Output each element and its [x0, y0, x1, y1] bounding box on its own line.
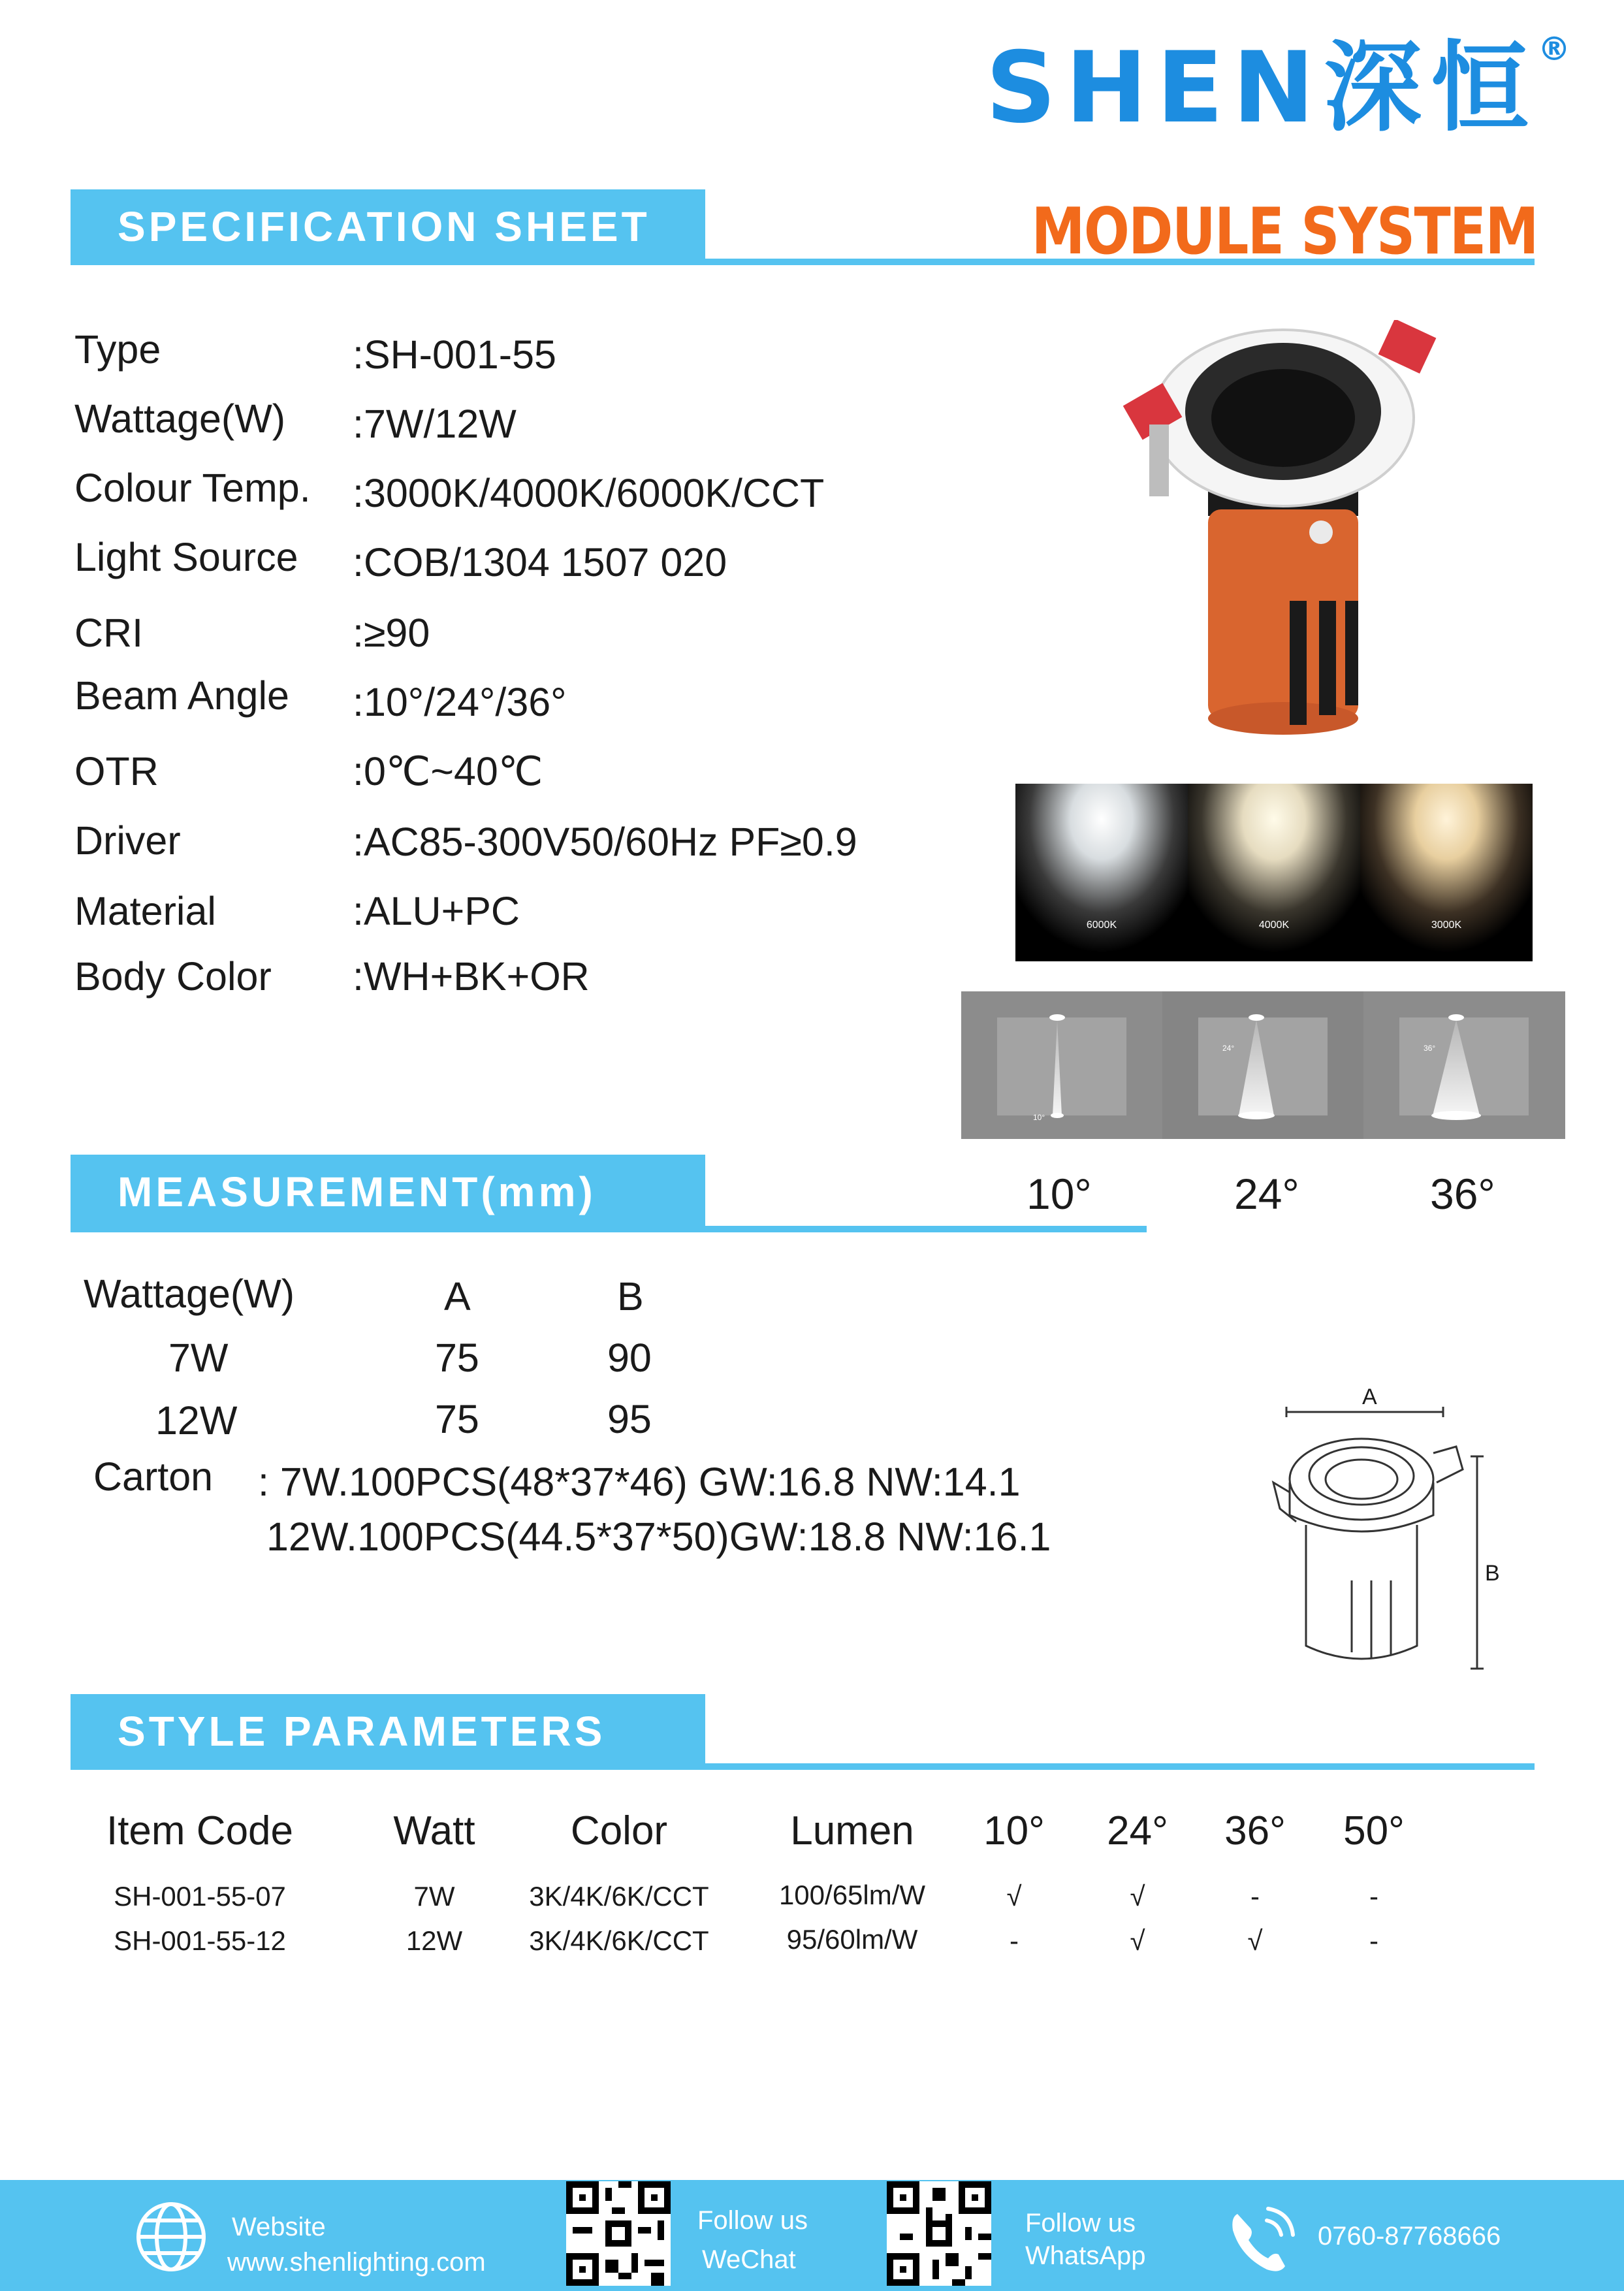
- measurement-cell: 75: [435, 1397, 479, 1441]
- spec-value: :7W/12W: [353, 402, 517, 446]
- color-temp-3000k-swatch: [1360, 784, 1533, 961]
- spec-value: :0℃~40℃: [353, 749, 543, 793]
- style-table-cell: SH-001-55-12: [114, 1925, 286, 1956]
- style-table-header: 50°: [1343, 1808, 1405, 1853]
- color-temp-label: 4000K: [1258, 920, 1290, 931]
- spec-value: :ALU+PC: [353, 889, 520, 933]
- style-table-header: 10°: [983, 1808, 1045, 1853]
- spec-label: Body Color: [74, 954, 272, 999]
- spec-value: :10°/24°/36°: [353, 680, 567, 724]
- wechat-follow-label: Follow us: [697, 2206, 808, 2235]
- style-table-cell: 100/65lm/W: [778, 1880, 926, 1910]
- beam-angle-label: 24°: [1234, 1170, 1299, 1218]
- beam-small-label: 10°: [1033, 1113, 1045, 1122]
- measurement-cell: 12W: [155, 1398, 238, 1443]
- beam-angle-label: 36°: [1430, 1170, 1495, 1218]
- qr-pattern-icon: [566, 2181, 671, 2286]
- color-temp-6000k-swatch: [1015, 784, 1188, 961]
- measurement-section-rule: [71, 1226, 1147, 1232]
- phone-icon: [1221, 2201, 1299, 2279]
- style-table-cell: 3K/4K/6K/CCT: [529, 1881, 709, 1912]
- measurement-cell: 90: [607, 1336, 652, 1380]
- spec-value: :≥90: [353, 611, 430, 655]
- spec-label: Colour Temp.: [74, 466, 311, 510]
- color-temp-label: 6000K: [1086, 920, 1117, 931]
- style-table-cell: SH-001-55-07: [114, 1881, 286, 1912]
- website-label: Website: [232, 2213, 326, 2241]
- measurement-cell: 75: [435, 1336, 479, 1380]
- beam-angle-label: 10°: [1027, 1170, 1092, 1218]
- carton-line: 12W.100PCS(44.5*37*50)GW:18.8 NW:16.1: [266, 1514, 1051, 1559]
- diagram-label-a: A: [1362, 1385, 1377, 1409]
- beam-small-label: 24°: [1222, 1044, 1235, 1053]
- spec-label: Driver: [74, 818, 181, 863]
- beam-angle-strip: [961, 991, 1565, 1139]
- style-table-cell: 95/60lm/W: [786, 1924, 918, 1955]
- measurement-header: Wattage(W): [84, 1272, 295, 1316]
- dimension-diagram: [1267, 1385, 1515, 1678]
- brand-name: SHEN深恒: [985, 31, 1538, 145]
- style-table-cell: √: [1006, 1881, 1022, 1912]
- style-section-rule: [71, 1763, 1535, 1770]
- measurement-header: B: [617, 1274, 644, 1319]
- registered-mark: ®: [1538, 30, 1570, 68]
- spec-value: :3000K/4000K/6000K/CCT: [353, 471, 825, 515]
- color-temp-strip: [1015, 784, 1533, 961]
- style-table-cell: √: [1247, 1925, 1263, 1956]
- style-table-header: 24°: [1107, 1808, 1168, 1853]
- product-photo: [1123, 320, 1450, 738]
- measurement-header: A: [444, 1274, 471, 1319]
- module-system-title: MODULE SYSTEM: [1031, 195, 1538, 269]
- spec-label: OTR: [74, 749, 159, 793]
- website-link[interactable]: www.shenlighting.com: [227, 2248, 486, 2277]
- measurement-cell: 95: [607, 1397, 652, 1441]
- spec-label: Light Source: [74, 535, 298, 579]
- style-table-header: 36°: [1224, 1808, 1286, 1853]
- spec-label: Type: [74, 327, 161, 372]
- whatsapp-follow-label: Follow us: [1025, 2209, 1136, 2237]
- style-table-cell: √: [1130, 1881, 1145, 1912]
- spec-value: :SH-001-55: [353, 332, 556, 377]
- style-table-cell: -: [1369, 1925, 1378, 1956]
- color-temp-4000k-swatch: [1188, 784, 1360, 961]
- wechat-label: WeChat: [702, 2245, 796, 2274]
- style-table-cell: 3K/4K/6K/CCT: [529, 1925, 709, 1956]
- style-table-cell: -: [1010, 1925, 1019, 1956]
- carton-label: Carton: [93, 1454, 214, 1499]
- beam-small-label: 36°: [1424, 1044, 1436, 1053]
- style-table-cell: -: [1250, 1881, 1260, 1912]
- spec-value: :WH+BK+OR: [353, 954, 590, 999]
- style-table-cell: 12W: [406, 1925, 463, 1956]
- spec-label: Material: [74, 889, 216, 933]
- whatsapp-qr-code[interactable]: [887, 2181, 991, 2286]
- spec-section-header: [71, 189, 705, 264]
- style-table-cell: -: [1369, 1881, 1378, 1912]
- style-table-cell: 7W: [413, 1881, 455, 1912]
- beam-angle-rooms: [961, 991, 1565, 1139]
- spec-label: Beam Angle: [74, 673, 289, 718]
- qr-pattern-icon: [887, 2181, 991, 2286]
- wechat-qr-code[interactable]: [566, 2181, 671, 2286]
- spec-label: Wattage(W): [74, 396, 286, 441]
- spec-value: :AC85-300V50/60Hz PF≥0.9: [353, 820, 857, 864]
- diagram-label-b: B: [1485, 1561, 1500, 1586]
- measurement-cell: 7W: [168, 1336, 229, 1380]
- style-table-header: Lumen: [790, 1808, 914, 1853]
- style-table-header: Watt: [393, 1808, 475, 1853]
- color-temp-label: 3000K: [1431, 920, 1462, 931]
- style-section-title: STYLE PARAMETERS: [118, 1708, 606, 1755]
- style-table-header: Color: [570, 1808, 668, 1853]
- style-table-cell: √: [1130, 1925, 1145, 1956]
- globe-icon: [134, 2200, 209, 2275]
- style-table-header: Item Code: [106, 1808, 294, 1853]
- spec-label: CRI: [74, 611, 144, 655]
- brand-logo: [985, 30, 1570, 145]
- style-section-header: [71, 1694, 705, 1769]
- spec-value: :COB/1304 1507 020: [353, 540, 727, 585]
- measurement-section-header: [71, 1155, 705, 1230]
- carton-line: : 7W.100PCS(48*37*46) GW:16.8 NW:14.1: [258, 1460, 1021, 1504]
- measurement-section-title: MEASUREMENT(mm): [118, 1168, 596, 1215]
- phone-number[interactable]: 0760-87768666: [1318, 2222, 1501, 2251]
- whatsapp-label: WhatsApp: [1025, 2241, 1146, 2270]
- spec-section-title: SPECIFICATION SHEET: [118, 203, 650, 250]
